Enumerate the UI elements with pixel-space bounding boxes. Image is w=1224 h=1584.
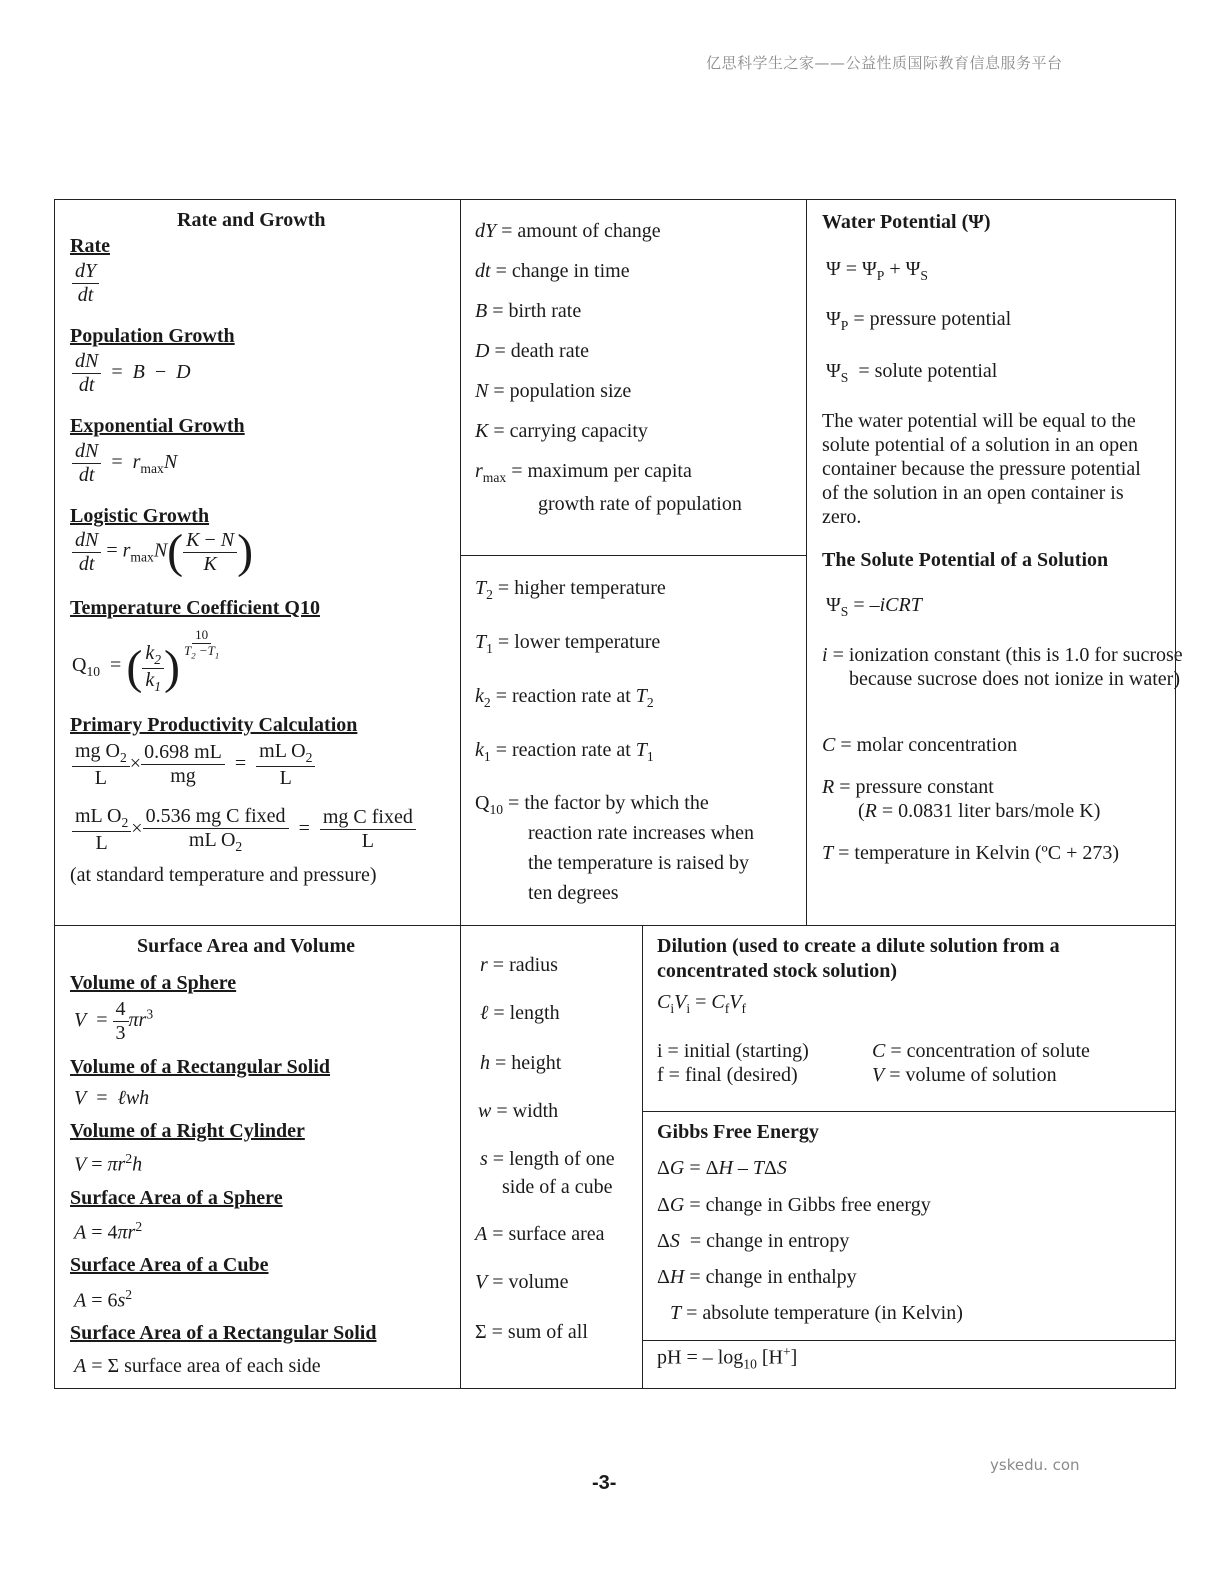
exponential-growth-heading: Exponential Growth [70, 415, 245, 437]
def-r: r = radius [480, 954, 558, 976]
water-potential-title: Water Potential (Ψ) [822, 211, 991, 233]
gibbs-formula: ΔG = ΔH – TΔS [657, 1157, 787, 1179]
exponential-growth-formula: $\frac{dN}{dt}$ = $r_{max}N$ [72, 440, 177, 487]
rate-growth-title: Rate and Growth [177, 209, 326, 231]
area-cube-heading: Surface Area of a Cube [70, 1254, 269, 1276]
def-T1: $T_1$ = lower temperature [475, 631, 661, 656]
def-psi-p: $\Psi_P$ = pressure potential [826, 308, 1012, 333]
water-potential-paragraph: The water potential will be equal to the solute potential of a solution in an open container because the pressure potential of the solution in an open container is zero. [822, 410, 1141, 528]
def-q10-line3: the temperature is raised by [528, 852, 750, 874]
rate-formula: $\frac{dY}{dt}$ [72, 260, 99, 307]
water-potential-formula: $\Psi = \Psi_P + \Psi_S$ [826, 258, 928, 283]
def-K: K = carrying capacity [475, 420, 648, 442]
def-q10-line2: reaction rate increases when [528, 822, 754, 844]
volume-rect-heading: Volume of a Rectangular Solid [70, 1056, 331, 1078]
ph-formula: pH = – $\log_{10} [H^+]$ [657, 1344, 798, 1372]
q10-formula: $Q_{10}$ = ( $\frac{k_2}{k_1}$ ) $\frac{10}{T_2 -T_1}$ [72, 627, 220, 695]
dilution-title: Dilution (used to create a dilute solution from a [657, 935, 1060, 957]
def-q10-line4: ten degrees [528, 882, 619, 904]
volume-sphere-heading: Volume of a Sphere [70, 972, 237, 994]
temperature-coefficient-heading: Temperature Coefficient Q10 [70, 597, 320, 619]
def-k2: $k_2$ = reaction rate at $T_2$ [475, 685, 654, 710]
def-q10: $Q_{10}$ = the factor by which the [475, 792, 709, 817]
volume-cylinder-formula: $V = \pi r^2h$ [74, 1151, 143, 1176]
def-k1: $k_1$ = reaction rate at $T_1$ [475, 739, 654, 764]
def-B: B = birth rate [475, 300, 582, 322]
def-w: w = width [478, 1100, 559, 1122]
population-growth-formula: $\frac{dN}{dt}$ = B − D [72, 350, 191, 397]
solute-potential-formula: $\Psi_S$ = –iCRT [826, 594, 922, 619]
logistic-growth-formula: $\frac{dN}{dt}$ = $r_{max}N$( $\frac{K - N}{K}$ ) [72, 528, 253, 576]
def-T2: $T_2$ = higher temperature [475, 577, 666, 602]
def-volume-solution: V = volume of solution [872, 1064, 1057, 1086]
def-delta-h: ΔH = change in enthalpy [657, 1266, 857, 1288]
def-R-value: (R = 0.0831 liter bars/mole K) [858, 800, 1101, 822]
def-delta-s: ΔS = change in entropy [657, 1230, 850, 1252]
watermark-top: 亿思科学生之家——公益性质国际教育信息服务平台 [706, 54, 1063, 72]
def-N: N = population size [475, 380, 632, 402]
standard-conditions-note: (at standard temperature and pressure) [70, 864, 377, 886]
page-number: -3- [592, 1472, 617, 1494]
def-concentration: C = concentration of solute [872, 1040, 1090, 1062]
volume-sphere-formula: V = $\frac{4}{3}$ $\pi r^3$ [74, 998, 154, 1044]
area-rect-heading: Surface Area of a Rectangular Solid [70, 1322, 377, 1344]
def-sum: Σ = sum of all [475, 1321, 588, 1343]
def-dY: dY = amount of change [475, 220, 661, 242]
primary-productivity-formula-1: $\frac{mg O_2}{L}$ × $\frac{0.698 mL}{mg}$ = $\frac{mL O_2}{L}$ [72, 740, 315, 790]
volume-cylinder-heading: Volume of a Right Cylinder [70, 1120, 305, 1142]
area-sphere-formula: $A = 4\pi r^2$ [74, 1219, 143, 1244]
area-sphere-heading: Surface Area of a Sphere [70, 1187, 283, 1209]
watermark-bottom: yskedu. con [990, 1456, 1080, 1474]
gibbs-title: Gibbs Free Energy [657, 1121, 819, 1143]
def-psi-s: $\Psi_S$ = solute potential [826, 360, 998, 385]
def-l: ℓ = length [480, 1002, 560, 1024]
solute-potential-title: The Solute Potential of a Solution [822, 549, 1109, 571]
primary-productivity-formula-2: $\frac{mL O_2}{L}$ × $\frac{\text{0.536 mg C fixed}}{mL O_2}$ = $\frac{\text{mg C fixed}}{L}$ [72, 805, 416, 855]
primary-productivity-heading: Primary Productivity Calculation [70, 714, 358, 736]
def-final: f = final (desired) [657, 1064, 798, 1086]
logistic-growth-heading: Logistic Growth [70, 505, 210, 527]
def-rmax: $r_{max}$ = maximum per capita [475, 460, 692, 485]
population-growth-heading: Population Growth [70, 325, 235, 347]
def-absolute-t: T = absolute temperature (in Kelvin) [670, 1302, 963, 1324]
def-delta-g: ΔG = change in Gibbs free energy [657, 1194, 931, 1216]
rate-heading: Rate [70, 235, 110, 257]
volume-rect-formula: V = ℓwh [74, 1087, 150, 1109]
surface-area-title: Surface Area and Volume [137, 935, 355, 957]
def-dt: dt = change in time [475, 260, 630, 282]
def-i: i = ionization constant (this is 1.0 for sucrose because sucrose does not ionize in water) [822, 644, 1183, 690]
def-s: s = length of one [480, 1148, 615, 1170]
def-D: D = death rate [475, 340, 590, 362]
def-T: T = temperature in Kelvin (ºC + 273) [822, 842, 1120, 864]
dilution-formula: $C_iV_i = C_fV_f$ [657, 991, 747, 1016]
area-cube-formula: $A = 6s^2$ [74, 1287, 133, 1312]
def-R: R = pressure constant [822, 776, 994, 798]
dilution-title-cont: concentrated stock solution) [657, 960, 897, 982]
area-rect-formula: A = Σ surface area of each side [74, 1355, 321, 1377]
def-s-cont: side of a cube [502, 1176, 613, 1198]
def-rmax-cont: growth rate of population [538, 493, 742, 515]
def-V: V = volume [475, 1271, 569, 1293]
def-C: C = molar concentration [822, 734, 1018, 756]
def-h: h = height [480, 1052, 562, 1074]
def-initial: i = initial (starting) [657, 1040, 809, 1062]
def-A: A = surface area [475, 1223, 605, 1245]
